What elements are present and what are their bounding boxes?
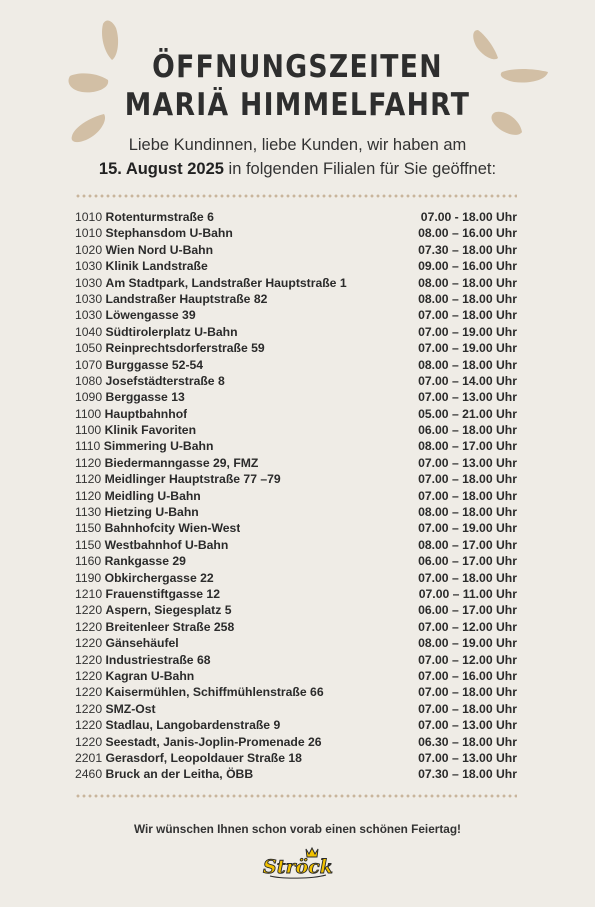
- opening-hours: 07.00 – 18.00 Uhr: [418, 488, 517, 503]
- branch-location: [75, 406, 187, 422]
- branch-row: [75, 537, 517, 553]
- opening-hours: 05.00 – 21.00 Uhr: [418, 406, 517, 421]
- branch-name: Obkirchergasse 22: [104, 570, 214, 585]
- branch-row: [75, 389, 517, 405]
- branch-row: [75, 258, 517, 274]
- postal-code: 1110: [75, 439, 101, 454]
- branch-row: [75, 553, 517, 569]
- branch-row: [75, 275, 517, 291]
- branch-location: [75, 553, 186, 569]
- postal-code: 1100: [75, 406, 102, 421]
- opening-hours: 07.00 – 13.00 Uhr: [418, 390, 517, 405]
- branch-name: Reinprechtsdorferstraße 59: [105, 341, 265, 356]
- branch-location: [75, 668, 194, 684]
- branch-row: [75, 504, 517, 520]
- branch-name: Rankgasse 29: [104, 554, 186, 569]
- branch-location: [75, 275, 347, 291]
- branch-location: [75, 324, 238, 340]
- postal-code: 2460: [75, 767, 103, 782]
- branch-row: [75, 357, 517, 373]
- postal-code: 1220: [75, 619, 103, 634]
- branch-location: [75, 701, 156, 717]
- branch-row: [75, 734, 517, 750]
- opening-hours: 07.00 – 19.00 Uhr: [418, 324, 517, 339]
- branch-name: Frauenstiftgasse 12: [105, 586, 220, 601]
- opening-hours: 07.00 – 18.00 Uhr: [418, 685, 517, 700]
- postal-code: 1120: [75, 472, 102, 487]
- opening-hours: 07.00 – 19.00 Uhr: [418, 341, 517, 356]
- branch-location: [75, 258, 208, 274]
- opening-hours: 08.00 – 19.00 Uhr: [418, 636, 517, 651]
- branch-name: SMZ-Ost: [105, 701, 156, 716]
- branch-location: [75, 357, 203, 373]
- postal-code: 1130: [75, 505, 102, 520]
- branch-row: [75, 570, 517, 586]
- branch-name: Berggasse 13: [105, 390, 185, 405]
- postal-code: 1150: [75, 537, 102, 552]
- branch-location: [75, 570, 214, 586]
- branch-name: Seestadt, Janis-Joplin-Promenade 26: [105, 734, 322, 749]
- postal-code: 1030: [75, 275, 103, 290]
- branch-name: Meidlinger Hauptstraße 77 –79: [104, 472, 281, 487]
- postal-code: 1220: [75, 636, 103, 651]
- branch-row: [75, 635, 517, 651]
- branch-location: [75, 488, 201, 504]
- branch-row: [75, 225, 517, 241]
- postal-code: 1220: [75, 718, 103, 733]
- postal-code: 1040: [75, 324, 103, 339]
- postal-code: 1090: [75, 390, 103, 405]
- branch-row: [75, 422, 517, 438]
- branch-name: Bruck an der Leitha, ÖBB: [105, 767, 254, 782]
- postal-code: 1020: [75, 242, 103, 257]
- branch-name: Rotenturmstraße 6: [105, 210, 214, 224]
- branch-location: [75, 209, 214, 225]
- dotted-divider-top: [75, 193, 517, 199]
- branch-name: Landstraßer Hauptstraße 82: [105, 291, 268, 306]
- opening-hours: 07.00 – 18.00 Uhr: [418, 308, 517, 323]
- opening-hours: 07.00 – 11.00 Uhr: [418, 586, 517, 601]
- branch-row: [75, 406, 517, 422]
- postal-code: 1010: [75, 226, 103, 241]
- branch-row: [75, 586, 517, 602]
- branch-location: [75, 619, 234, 635]
- branch-name: Burggasse 52-54: [105, 357, 204, 372]
- postal-code: 1220: [75, 685, 103, 700]
- opening-hours: 08.00 – 18.00 Uhr: [418, 275, 517, 290]
- branch-location: [75, 652, 211, 668]
- branch-name: Kaisermühlen, Schiffmühlenstraße 66: [105, 685, 324, 700]
- branch-list: [75, 209, 517, 783]
- page-title-line-2: MARIÄ HIMMELFAHRT: [124, 87, 471, 123]
- branch-location: [75, 750, 302, 766]
- opening-hours: 08.00 – 18.00 Uhr: [418, 291, 517, 306]
- postal-code: 1120: [75, 488, 102, 503]
- branch-location: [75, 373, 225, 389]
- branch-location: [75, 438, 213, 454]
- branch-location: [75, 734, 322, 750]
- branch-name: Am Stadtpark, Landstraßer Hauptstraße 1: [105, 275, 347, 290]
- branch-row: [75, 701, 517, 717]
- postal-code: 1080: [75, 373, 103, 388]
- postal-code: 1120: [75, 455, 102, 470]
- opening-hours: 07.00 - 18.00 Uhr: [420, 210, 517, 224]
- branch-name: Gänsehäufel: [105, 636, 179, 651]
- branch-row: [75, 307, 517, 323]
- opening-hours: 06.30 – 18.00 Uhr: [418, 734, 517, 749]
- branch-location: [75, 586, 220, 602]
- opening-hours: 08.00 – 17.00 Uhr: [418, 537, 517, 552]
- postal-code: 1010: [75, 210, 103, 224]
- intro-text-rest: in folgenden Filialen für Sie geöffnet:: [223, 160, 497, 178]
- postal-code: 1220: [75, 734, 103, 749]
- branch-name: Stephansdom U-Bahn: [105, 226, 233, 241]
- branch-name: Klinik Landstraße: [105, 259, 208, 274]
- postal-code: 1030: [75, 308, 103, 323]
- branch-location: [75, 717, 280, 733]
- branch-name: Simmering U-Bahn: [103, 439, 214, 454]
- opening-hours: 07.00 – 19.00 Uhr: [418, 521, 517, 536]
- branch-location: [75, 291, 267, 307]
- branch-name: Josefstädterstraße 8: [105, 373, 225, 388]
- branch-location: [75, 537, 228, 553]
- branch-name: Industriestraße 68: [105, 652, 211, 667]
- opening-hours: 08.00 – 18.00 Uhr: [418, 505, 517, 520]
- branch-row: [75, 373, 517, 389]
- branch-name: Breitenleer Straße 258: [105, 619, 235, 634]
- opening-hours: 07.30 – 18.00 Uhr: [418, 242, 517, 257]
- opening-hours: 07.00 – 13.00 Uhr: [418, 750, 517, 765]
- branch-row: [75, 520, 517, 536]
- opening-hours: 08.00 – 18.00 Uhr: [418, 357, 517, 372]
- branch-name: Wien Nord U-Bahn: [105, 242, 214, 257]
- intro-text-line-2: [0, 157, 595, 181]
- branch-row: [75, 488, 517, 504]
- postal-code: 2201: [75, 750, 103, 765]
- branch-location: [75, 307, 196, 323]
- opening-hours: 07.00 – 18.00 Uhr: [418, 570, 517, 585]
- postal-code: 1070: [75, 357, 103, 372]
- postal-code: 1030: [75, 291, 103, 306]
- branch-name: Löwengasse 39: [105, 308, 196, 323]
- postal-code: 1190: [75, 570, 102, 585]
- opening-hours: 07.00 – 18.00 Uhr: [418, 472, 517, 487]
- branch-name: Klinik Favoriten: [104, 423, 197, 438]
- branch-name: Aspern, Siegesplatz 5: [105, 603, 232, 618]
- branch-name: Kagran U-Bahn: [105, 668, 195, 683]
- opening-hours: 07.00 – 16.00 Uhr: [418, 668, 517, 683]
- postal-code: 1220: [75, 668, 103, 683]
- branch-row: [75, 471, 517, 487]
- branch-name: Gerasdorf, Leopoldauer Straße 18: [105, 750, 302, 765]
- branch-location: [75, 635, 179, 651]
- branch-location: [75, 422, 196, 438]
- branch-row: [75, 242, 517, 258]
- branch-location: [75, 602, 232, 618]
- dotted-divider-bottom: [75, 793, 517, 799]
- branch-row: [75, 340, 517, 356]
- opening-hours: 06.00 – 18.00 Uhr: [418, 423, 517, 438]
- branch-row: [75, 438, 517, 454]
- opening-hours: 07.00 – 14.00 Uhr: [418, 373, 517, 388]
- opening-hours: 07.00 – 13.00 Uhr: [418, 455, 517, 470]
- branch-location: [75, 471, 281, 487]
- branch-location: [75, 504, 199, 520]
- opening-hours: 06.00 – 17.00 Uhr: [418, 603, 517, 618]
- footer-message: Wir wünschen Ihnen schon vorab einen schönen Feiertag!: [134, 822, 461, 836]
- branch-location: [75, 389, 185, 405]
- opening-hours: 07.00 – 12.00 Uhr: [418, 652, 517, 667]
- branch-row: [75, 291, 517, 307]
- intro-text-line-1: Liebe Kundinnen, liebe Kunden, wir haben am: [128, 136, 467, 154]
- opening-hours: 07.00 – 13.00 Uhr: [418, 718, 517, 733]
- branch-row: [75, 602, 517, 618]
- branch-name: Westbahnhof U-Bahn: [104, 537, 229, 552]
- postal-code: 1220: [75, 652, 103, 667]
- branch-row: [75, 750, 517, 766]
- opening-hours: 06.00 – 17.00 Uhr: [418, 554, 517, 569]
- opening-hours: 08.00 – 17.00 Uhr: [418, 439, 517, 454]
- opening-hours: 08.00 – 16.00 Uhr: [418, 226, 517, 241]
- branch-row: [75, 717, 517, 733]
- branch-name: Hauptbahnhof: [104, 406, 188, 421]
- branch-location: [75, 455, 258, 471]
- branch-name: Südtirolerplatz U-Bahn: [105, 324, 238, 339]
- branch-row: [75, 684, 517, 700]
- postal-code: 1220: [75, 603, 103, 618]
- opening-hours: 07.30 – 18.00 Uhr: [418, 767, 517, 782]
- branch-location: [75, 340, 265, 356]
- branch-location: [75, 684, 324, 700]
- page-title-line-1: ÖFFNUNGSZEITEN: [152, 49, 443, 85]
- opening-hours: 09.00 – 16.00 Uhr: [418, 259, 517, 274]
- opening-hours: 07.00 – 12.00 Uhr: [418, 619, 517, 634]
- branch-location: [75, 520, 240, 536]
- branch-location: [75, 225, 233, 241]
- branch-name: Meidling U-Bahn: [104, 488, 201, 503]
- branch-name: Biedermanngasse 29, FMZ: [104, 455, 259, 470]
- postal-code: 1100: [75, 423, 102, 438]
- branch-row: [75, 209, 517, 225]
- branch-name: Bahnhofcity Wien-West: [104, 521, 241, 536]
- stroeck-logo-icon: [262, 846, 334, 880]
- branch-location: [75, 766, 253, 782]
- branch-row: [75, 652, 517, 668]
- postal-code: 1150: [75, 521, 102, 536]
- branch-row: [75, 455, 517, 471]
- branch-row: [75, 766, 517, 782]
- branch-name: Stadlau, Langobardenstraße 9: [105, 718, 281, 733]
- logo-text: Ströck: [263, 856, 333, 878]
- branch-row: [75, 668, 517, 684]
- postal-code: 1210: [75, 586, 103, 601]
- opening-hours: 07.00 – 18.00 Uhr: [418, 701, 517, 716]
- branch-row: [75, 324, 517, 340]
- intro-date: 15. August 2025: [98, 160, 224, 178]
- postal-code: 1050: [75, 341, 103, 356]
- postal-code: 1160: [75, 554, 102, 569]
- postal-code: 1220: [75, 701, 103, 716]
- branch-row: [75, 619, 517, 635]
- branch-location: [75, 242, 213, 258]
- branch-name: Hietzing U-Bahn: [104, 505, 199, 520]
- postal-code: 1030: [75, 259, 103, 274]
